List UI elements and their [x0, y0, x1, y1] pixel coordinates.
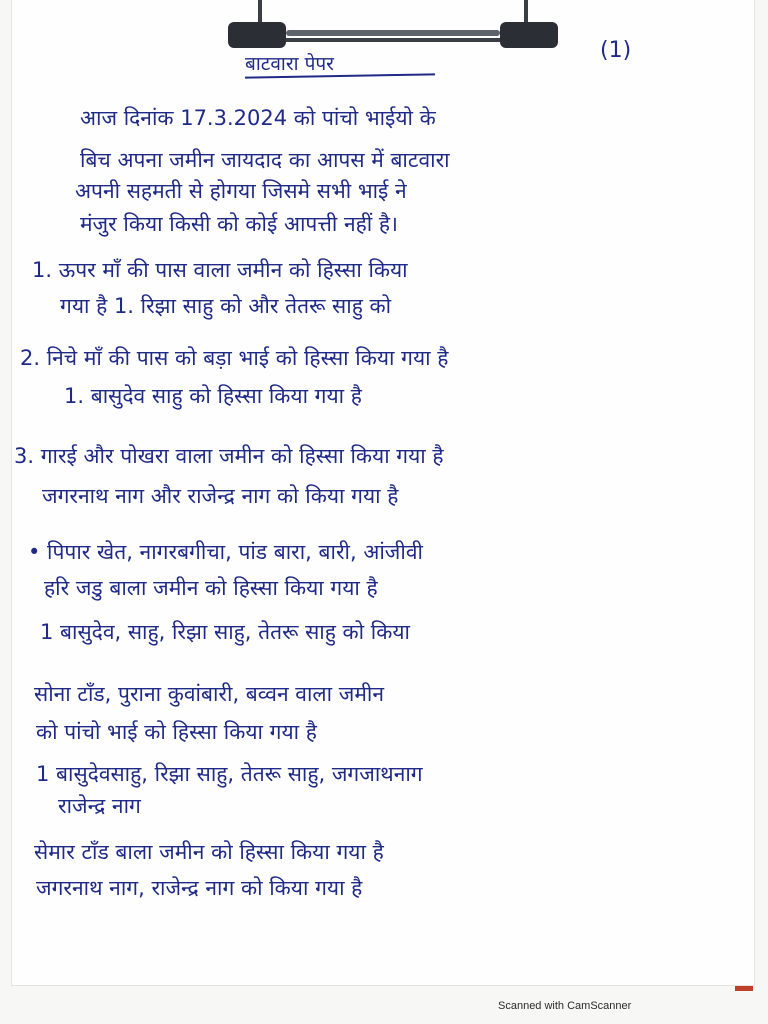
- text-line: सोना टाँड, पुराना कुवांबारी, बव्वन वाला जमीन: [34, 682, 384, 706]
- clipboard-clip: [228, 0, 558, 50]
- text-line: को पांचो भाई को हिस्सा किया गया है: [36, 720, 317, 744]
- text-line: सेमार टाँड बाला जमीन को हिस्सा किया गया है: [34, 840, 384, 864]
- text-line: हरि जडु बाला जमीन को हिस्सा किया गया है: [44, 576, 378, 600]
- text-line: अपनी सहमती से होगया जिसमे सभी भाई ने: [75, 179, 407, 203]
- clip-spring: [286, 30, 500, 36]
- text-line: 1. बासुदेव साहु को हिस्सा किया गया है: [64, 384, 362, 408]
- text-line: 3. गारई और पोखरा वाला जमीन को हिस्सा किया गया है: [14, 444, 444, 468]
- scanner-watermark: Scanned with CamScanner: [498, 1000, 632, 1012]
- text-line: 1 बासुदेव, साहु, रिझा साहु, तेतरू साहु को किया: [40, 620, 410, 644]
- text-line: 1 बासुदेवसाहु, रिझा साहु, तेतरू साहु, जगजाथनाग: [36, 762, 423, 786]
- text-line: 1. ऊपर माँ की पास वाला जमीन को हिस्सा किया: [32, 258, 408, 282]
- text-line: बिच अपना जमीन जायदाद का आपस में बाटवारा: [80, 148, 450, 172]
- text-line: जगरनाथ नाग और राजेन्द्र नाग को किया गया है: [42, 484, 399, 508]
- text-line: • पिपार खेत, नागरबगीचा, पांड बारा, बारी, आंजीवी: [28, 540, 423, 564]
- text-line: 2. निचे माँ की पास को बड़ा भाई को हिस्सा किया गया है: [20, 346, 449, 370]
- edge-mark: [735, 986, 753, 991]
- clip-knob-right: [500, 22, 558, 48]
- text-line: जगरनाथ नाग, राजेन्द्र नाग को किया गया है: [36, 876, 363, 900]
- clip-knob-left: [228, 22, 286, 48]
- text-line: राजेन्द्र नाग: [58, 794, 141, 818]
- page-number: (1): [600, 38, 632, 63]
- text-line: आज दिनांक 17.3.2024 को पांचो भाईयो के: [80, 106, 436, 130]
- document-title: बाटवारा पेपर: [245, 53, 334, 75]
- text-line: गया है 1. रिझा साहु को और तेतरू साहु को: [60, 294, 392, 318]
- text-line: मंजुर किया किसी को कोई आपत्ती नहीं है।: [80, 212, 398, 236]
